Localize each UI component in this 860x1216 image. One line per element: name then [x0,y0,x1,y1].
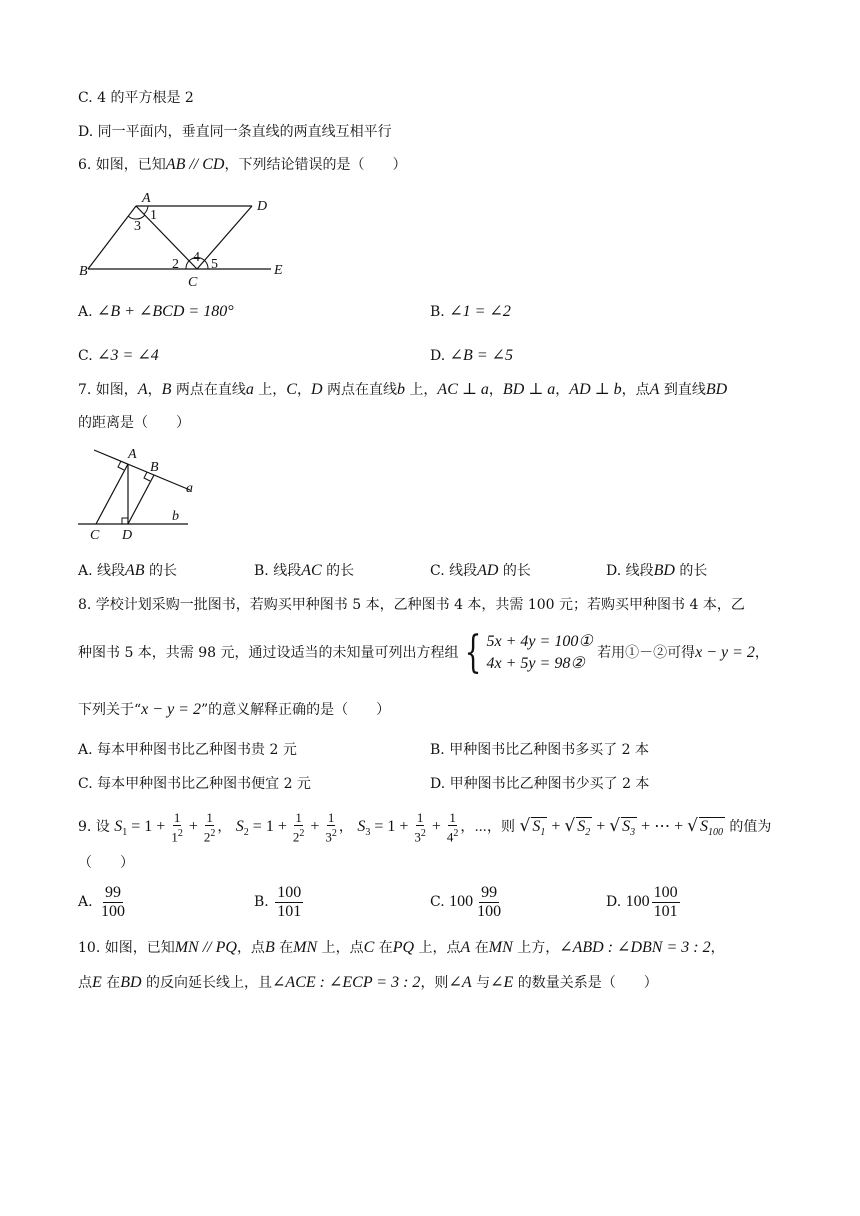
q6-label-C: C [188,275,198,290]
q7-label-D: D [122,528,133,543]
q7-option-b: B. 线段AC 的长 [254,562,355,579]
q6-label-1: 1 [150,208,157,223]
q6-label-2: 2 [172,257,179,272]
q8-eq2: 4x + 5y = 98② [486,655,585,672]
q7-label-B: B [150,460,159,475]
q8-option-c: C. 每本甲种图书比乙种图书便宜 2 元 [78,776,311,792]
q6-label-B: B [79,264,88,279]
q7-stem-line1: 7. 如图，A，B 两点在直线a 上，C，D 两点在直线b 上，AC ⊥ a，BD ⊥ a，AD ⊥ b，点A 到直线BD [78,381,728,398]
q9-s2: $S_2 = 1$ + $\frac{1}{2^2}$ + $\frac{1}{3^2}$ [235,809,337,844]
q7-label-A: A [128,447,137,462]
q8-stem-line2: 种图书 5 本，共需 98 元，通过设适当的未知量可列出方程组 { 5x + 4y = 100① 4x + 5y = 98② 若用①－②可得x − y = 2， [78,627,769,678]
q6-stem: 6. 如图，已知AB // CD，下列结论错误的是（ ） [78,156,407,173]
q9-option-c: C. 100 $\frac{99}{100}$ [430,883,502,920]
q5-option-d: D. 同一平面内，垂直同一条直线的两直线互相平行 [78,124,392,140]
q6-label-D: D [257,199,268,214]
q7-option-a: A. 线段AB 的长 [78,562,178,579]
q5-option-c: C. 4 的平方根是 2 [78,90,194,106]
q9-option-b: B. $\frac{100}{101}$ [254,883,302,920]
q7-label-a: a [186,481,193,496]
q7-label-C: C [90,528,100,543]
q6-label-A: A [142,191,151,206]
q10-stem-line2: 点E 在BD 的反向延长线上，且∠ACE : ∠ECP = 3 : 2，则∠A 与∠E 的数量关系是（ ） [78,974,658,991]
q9-option-a: A. $\frac{99}{100}$ [78,883,126,920]
q9-s1: $S_1 = 1$ + $\frac{1}{1^2}$ + $\frac{1}{2^2}$ [114,809,216,844]
q6-option-c: C. ∠3 = ∠4 [78,347,159,364]
q9-stem: 9. 设 $S_1 = 1$ + $\frac{1}{1^2}$ + $\frac{1}{2^2}$ ， $S_2 = 1$ + $\frac{1}{2^2}$ + $\frac{1}{3^2}$ ， $S_3 = 1$ + $\frac{1}{3^2}$ + $\frac{1}{4^2}$ ，⋯，则 √ $S_1$ + √ $S_2$ + √ $S_3$ + ⋯ + √ $S_{100}$ 的值为 [78,809,772,844]
q6-label-4: 4 [193,250,200,265]
q7-label-b: b [172,509,179,524]
q9-option-d: D. 100 $\frac{100}{101}$ [606,883,678,920]
q6-option-d: D. ∠B = ∠5 [430,347,514,364]
q8-option-d: D. 甲种图书比乙种图书少买了 2 本 [430,776,650,792]
q7-option-d: D. 线段BD 的长 [606,562,708,579]
q7-stem-line2: 的距离是（ ） [78,415,190,431]
q6-stem-math: AB // CD [165,156,225,173]
q9-paren: （ ） [78,855,134,871]
q10-stem-line1: 10. 如图，已知MN // PQ，点B 在MN 上，点C 在PQ 上，点A 在MN 上方，∠ABD : ∠DBN = 3 : 2， [78,939,725,956]
q6-option-b: B. ∠1 = ∠2 [430,303,511,320]
q6-label-5: 5 [211,257,218,272]
q8-stem-line1: 8. 学校计划采购一批图书，若购买甲种图书 5 本，乙种图书 4 本，共需 100 元；若购买甲种图书 4 本，乙 [78,597,745,613]
q9-sum: √ $S_1$ + √ $S_2$ + √ $S_3$ + ⋯ + √ $S_{100}$ [519,818,724,835]
q8-stem-line3: 下列关于“x − y = 2”的意义解释正确的是（ ） [78,701,391,718]
q6-option-a: A. ∠B + ∠BCD = 180° [78,303,234,320]
q8-eq1: 5x + 4y = 100① [486,633,593,650]
q6-label-E: E [274,263,283,278]
q6-label-3: 3 [134,219,141,234]
q8-option-a: A. 每本甲种图书比乙种图书贵 2 元 [78,742,297,758]
q8-option-b: B. 甲种图书比乙种图书多买了 2 本 [430,742,649,758]
q9-s3: $S_3 = 1$ + $\frac{1}{3^2}$ + $\frac{1}{4^2}$ [357,809,459,844]
q8-equation-system: { 5x + 4y = 100① 4x + 5y = 98② [464,627,593,678]
q7-option-c: C. 线段AD 的长 [430,562,531,579]
q6-figure [76,188,296,292]
q7-figure [76,442,216,546]
